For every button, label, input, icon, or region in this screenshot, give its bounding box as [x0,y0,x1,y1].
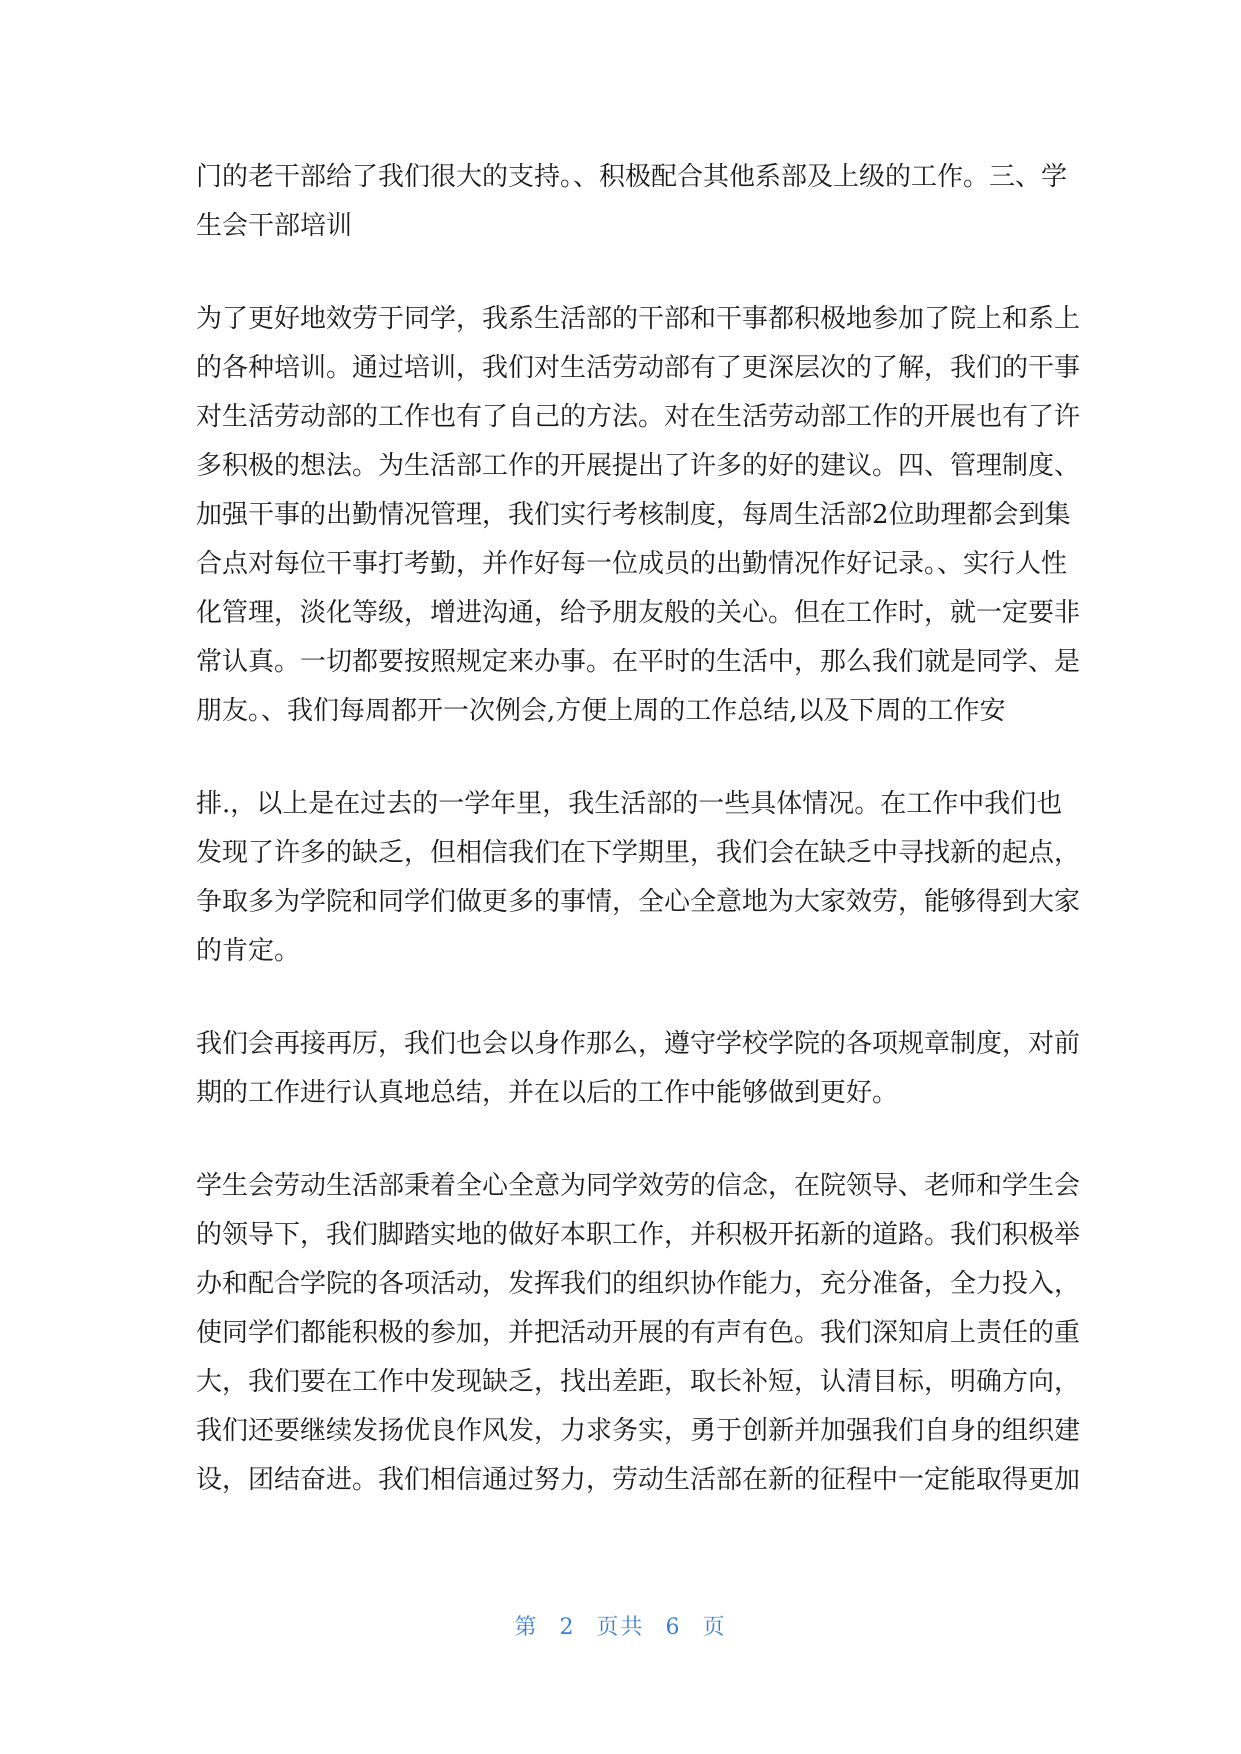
current-page-number: 2 [559,1615,576,1640]
text-line: 生会干部培训 [196,211,353,241]
text-line: 期的工作进行认真地总结，并在以后的工作中能够做到更好。 [196,1078,899,1108]
text-line: 排.，以上是在过去的一学年里，我生活部的一些具体情况。在工作中我们也 [196,789,1063,819]
text-line: 多积极的想法。为生活部工作的开展提出了许多的好的建议。四、管理制度、 [196,451,1081,481]
text-line: 发现了许多的缺乏，但相信我们在下学期里，我们会在缺乏中寻找新的起点， [196,838,1081,868]
text-line: 的各种培训。通过培训，我们对生活劳动部有了更深层次的了解，我们的干事 [196,353,1081,383]
text-line: 朋友。、我们每周都开一次例会,方便上周的工作总结,以及下周的工作安 [196,696,1006,726]
text-line: 我们会再接再厉，我们也会以身作那么，遵守学校学院的各项规章制度，对前 [196,1029,1081,1059]
text-line: 办和配合学院的各项活动，发挥我们的组织协作能力，充分准备，全力投入， [196,1269,1081,1299]
text-line: 大，我们要在工作中发现缺乏，找出差距，取长补短，认清目标，明确方向， [196,1367,1081,1397]
page-number-footer [0,1610,1241,1641]
text-line: 的领导下，我们脚踏实地的做好本职工作，并积极开拓新的道路。我们积极举 [196,1220,1081,1250]
footer-middle: 页共 [596,1615,645,1640]
text-line: 对生活劳动部的工作也有了自己的方法。对在生活劳动部工作的开展也有了许 [196,402,1081,432]
paragraph-2 [196,295,1081,736]
paragraph-1 [196,153,1068,251]
text-line: 我们还要继续发扬优良作风发，力求务实，勇于创新并加强我们自身的组织建 [196,1416,1081,1446]
paragraph-5 [196,1162,1081,1505]
text-line: 合点对每位干事打考勤，并作好每一位成员的出勤情况作好记录。、实行人性 [196,549,1068,579]
paragraph-4 [196,1020,1081,1118]
footer-suffix: 页 [702,1615,727,1640]
text-line: 设，团结奋进。我们相信通过努力，劳动生活部在新的征程中一定能取得更加 [196,1465,1081,1495]
text-line: 常认真。一切都要按照规定来办事。在平时的生活中，那么我们就是同学、是 [196,647,1081,677]
text-line: 学生会劳动生活部秉着全心全意为同学效劳的信念，在院领导、老师和学生会 [196,1171,1081,1201]
paragraph-3 [196,780,1081,976]
text-line: 门的老干部给了我们很大的支持。、积极配合其他系部及上级的工作。三、学 [196,162,1068,192]
text-line: 加强干事的出勤情况管理，我们实行考核制度，每周生活部2位助理都会到集 [196,500,1071,530]
text-line: 化管理，淡化等级，增进沟通，给予朋友般的关心。但在工作时，就一定要非 [196,598,1081,628]
document-body [196,153,1081,1549]
text-line: 的肯定。 [196,936,301,966]
text-line: 为了更好地效劳于同学，我系生活部的干部和干事都积极地参加了院上和系上 [196,304,1081,334]
footer-prefix: 第 [514,1615,539,1640]
total-pages-number: 6 [665,1615,682,1640]
text-line: 使同学们都能积极的参加，并把活动开展的有声有色。我们深知肩上责任的重 [196,1318,1081,1348]
text-line: 争取多为学院和同学们做更多的事情，全心全意地为大家效劳，能够得到大家 [196,887,1081,917]
